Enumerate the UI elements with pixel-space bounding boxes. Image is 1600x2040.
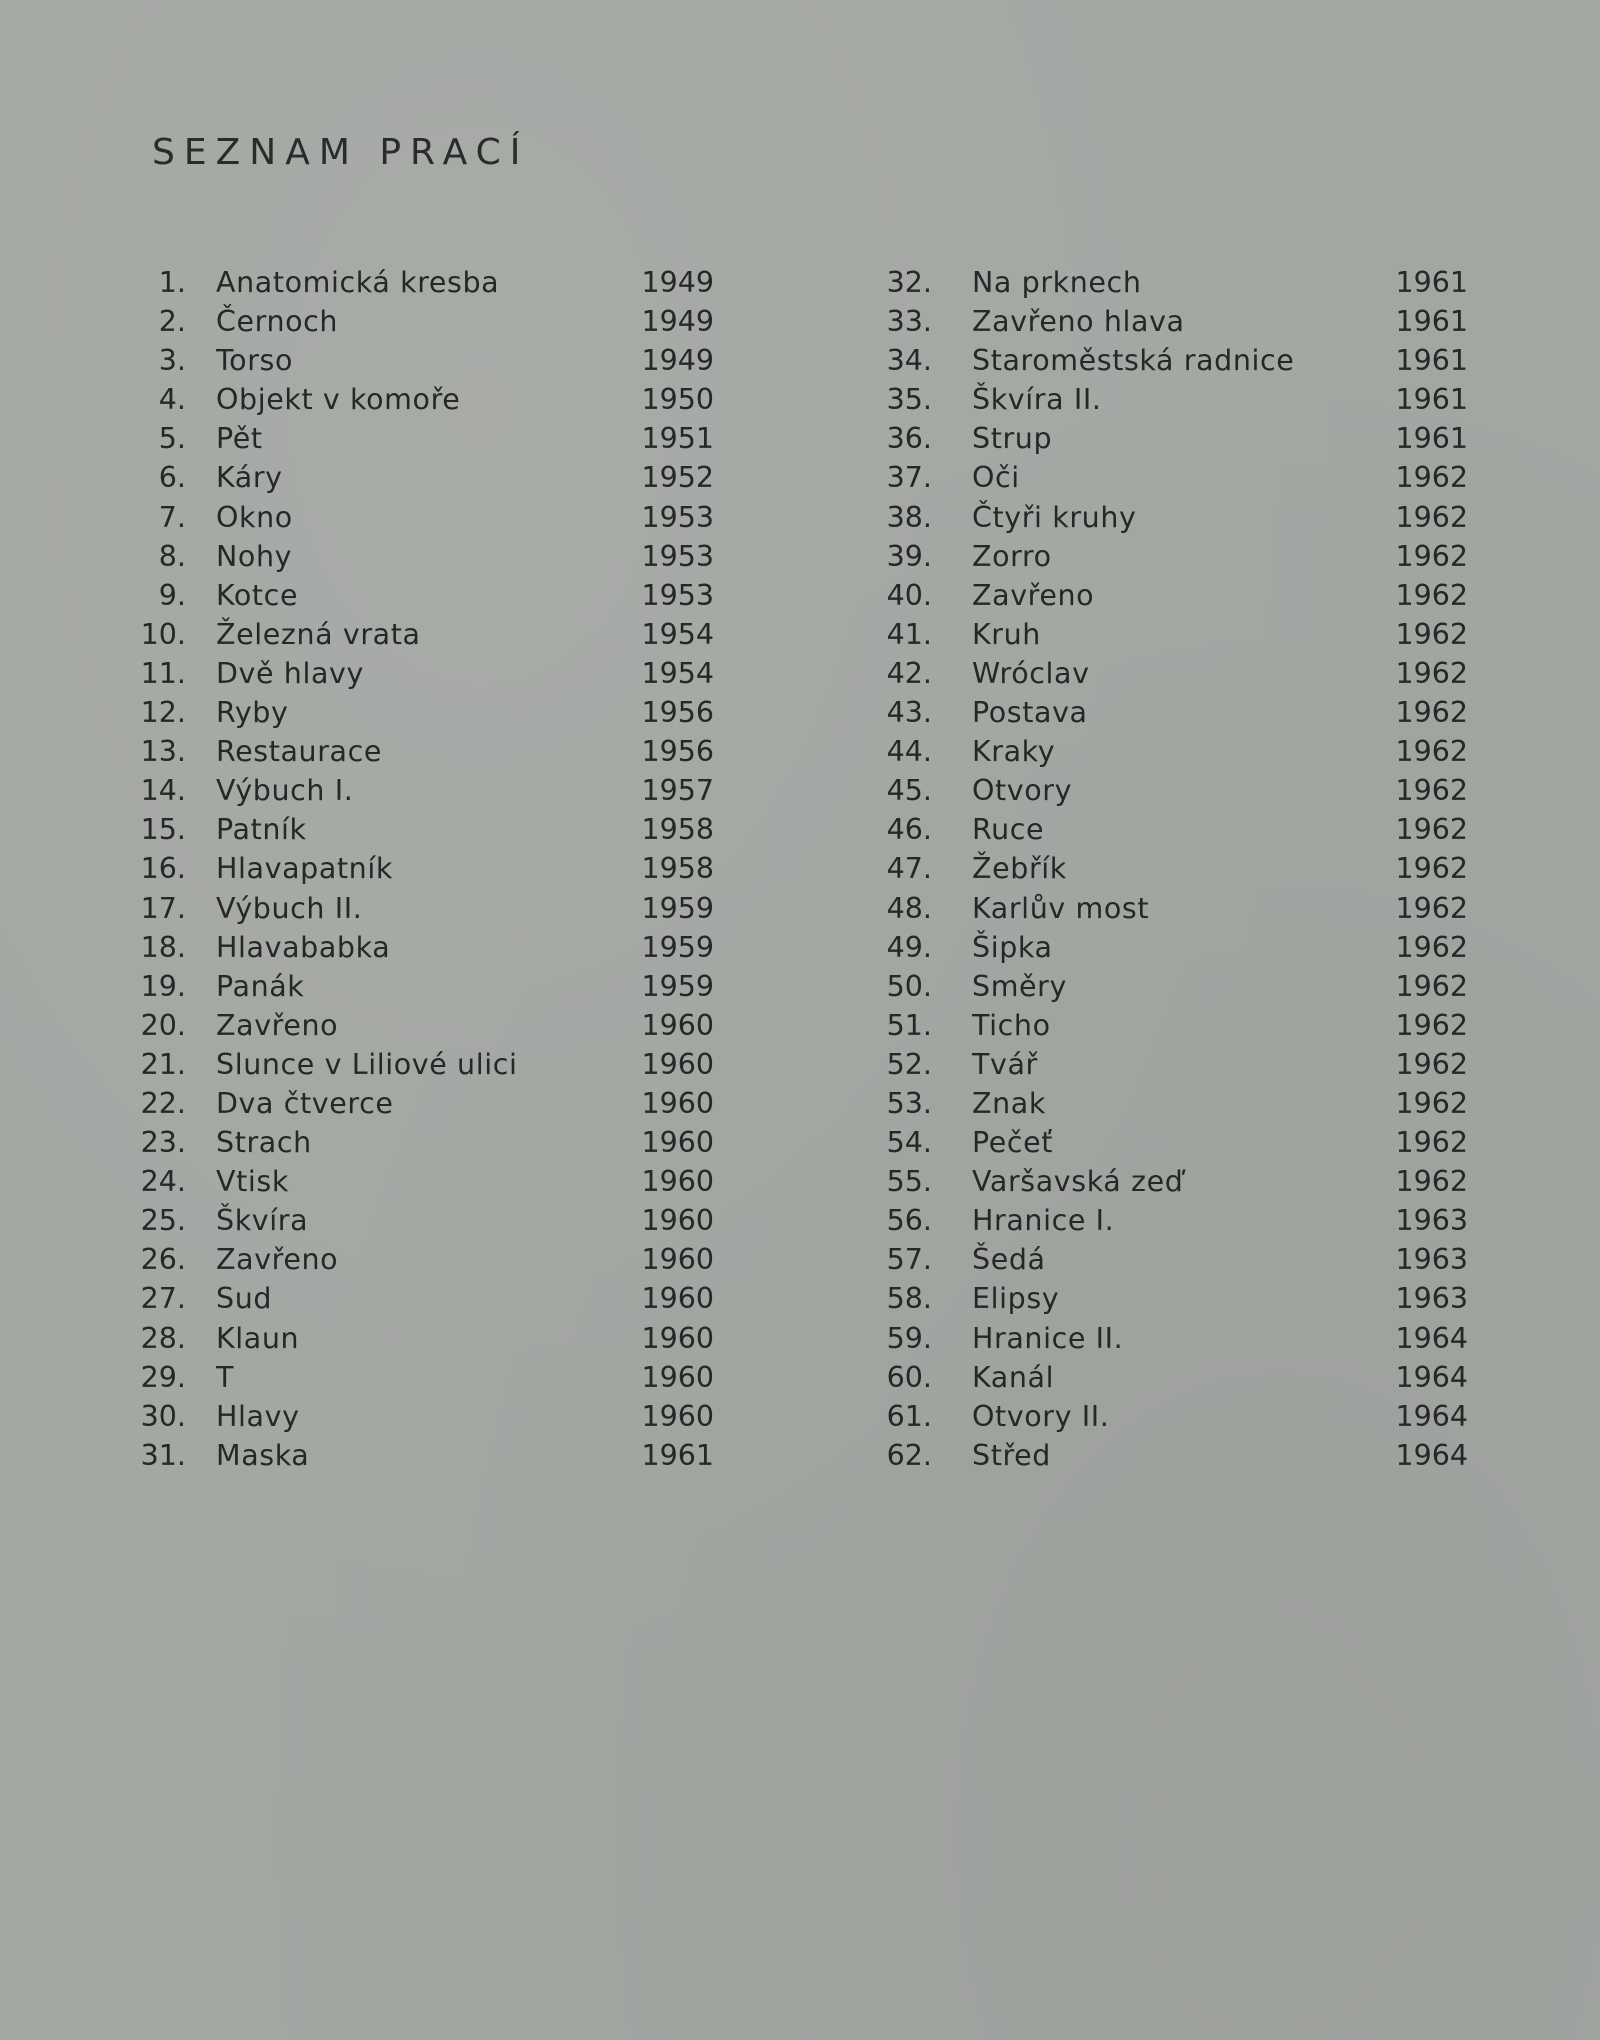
list-item [130, 1319, 730, 1358]
item-title: Hlavababka [216, 930, 391, 964]
item-number: 19. [140, 969, 186, 1003]
item-year: 1962 [1395, 461, 1468, 495]
item-number: 13. [140, 735, 186, 769]
item-year: 1958 [641, 852, 714, 886]
item-year: 1953 [641, 500, 714, 534]
item-title: Torso [216, 344, 294, 378]
item-title: Klaun [216, 1321, 300, 1355]
item-number: 31. [140, 1438, 186, 1472]
item-title: Oči [972, 461, 1020, 495]
list-item [130, 889, 730, 928]
item-title: Varšavská zeď [972, 1165, 1184, 1199]
item-year: 1961 [1395, 383, 1468, 417]
item-number: 38. [886, 500, 932, 534]
item-year: 1953 [641, 578, 714, 612]
list-item [876, 1123, 1476, 1162]
item-title: Okno [216, 500, 293, 534]
item-number: 36. [886, 422, 932, 456]
list-item [876, 693, 1476, 732]
list-item [130, 771, 730, 810]
item-title: Karlův most [972, 891, 1150, 925]
item-year: 1960 [641, 1282, 714, 1316]
item-number: 42. [886, 656, 932, 690]
item-title: Zavřeno hlava [972, 305, 1185, 339]
item-title: Objekt v komoře [216, 383, 461, 417]
item-title: Ruce [972, 813, 1045, 847]
item-title: Směry [972, 969, 1067, 1003]
list-item [130, 576, 730, 615]
list-item [876, 771, 1476, 810]
list-item [876, 1436, 1476, 1475]
item-number: 1. [158, 266, 186, 299]
list-item [130, 615, 730, 654]
item-number: 27. [140, 1282, 186, 1316]
item-year: 1960 [641, 1243, 714, 1277]
item-title: Staroměstská radnice [972, 344, 1295, 378]
list-item [130, 810, 730, 849]
item-year: 1964 [1395, 1360, 1468, 1394]
item-title: Hlavapatník [216, 852, 393, 886]
item-number: 34. [886, 344, 932, 378]
item-number: 14. [140, 774, 186, 808]
item-year: 1961 [1395, 266, 1468, 299]
item-number: 46. [886, 813, 932, 847]
item-number: 29. [140, 1360, 186, 1394]
item-number: 59. [886, 1321, 932, 1355]
list-item [130, 849, 730, 888]
item-year: 1962 [1395, 891, 1468, 925]
item-year: 1959 [641, 930, 714, 964]
item-year: 1954 [641, 617, 714, 651]
item-year: 1960 [641, 1047, 714, 1081]
item-number: 55. [886, 1165, 932, 1199]
item-year: 1959 [641, 891, 714, 925]
item-title: Střed [972, 1438, 1051, 1472]
item-number: 28. [140, 1321, 186, 1355]
item-number: 37. [886, 461, 932, 495]
item-title: Strup [972, 422, 1053, 456]
list-item [130, 498, 730, 537]
item-year: 1960 [641, 1360, 714, 1394]
item-year: 1949 [641, 305, 714, 339]
list-item [876, 1358, 1476, 1397]
item-year: 1962 [1395, 539, 1468, 573]
item-title: Postava [972, 696, 1088, 730]
item-title: Otvory II. [972, 1399, 1110, 1433]
item-number: 10. [140, 617, 186, 651]
item-number: 6. [158, 461, 186, 495]
item-title: Patník [216, 813, 307, 847]
item-number: 33. [886, 305, 932, 339]
item-title: Hranice II. [972, 1321, 1124, 1355]
list-item [876, 1240, 1476, 1279]
item-year: 1962 [1395, 969, 1468, 1003]
item-title: Ticho [972, 1008, 1051, 1042]
list-item [876, 576, 1476, 615]
item-year: 1950 [641, 383, 714, 417]
item-number: 30. [140, 1399, 186, 1433]
item-year: 1960 [641, 1086, 714, 1120]
list-item [130, 1436, 730, 1475]
item-title: Kotce [216, 578, 299, 612]
list-item [876, 380, 1476, 419]
item-title: Kraky [972, 735, 1056, 769]
item-year: 1961 [1395, 422, 1468, 456]
item-year: 1962 [1395, 500, 1468, 534]
item-number: 56. [886, 1204, 932, 1238]
item-title: Znak [972, 1086, 1046, 1120]
list-item [876, 302, 1476, 341]
item-year: 1949 [641, 344, 714, 378]
item-title: Na prknech [972, 266, 1142, 299]
item-title: Otvory [972, 774, 1073, 808]
item-number: 4. [158, 383, 186, 417]
item-year: 1964 [1395, 1321, 1468, 1355]
item-title: Káry [216, 461, 283, 495]
item-title: Kanál [972, 1360, 1055, 1394]
item-title: Vtisk [216, 1165, 289, 1199]
list-item [130, 1006, 730, 1045]
item-year: 1961 [641, 1438, 714, 1472]
item-year: 1958 [641, 813, 714, 847]
item-title: Restaurace [216, 735, 382, 769]
item-number: 43. [886, 696, 932, 730]
list-item [130, 1162, 730, 1201]
item-title: Hranice I. [972, 1204, 1115, 1238]
list-item [876, 1162, 1476, 1201]
list-item [876, 1084, 1476, 1123]
item-title: Dvě hlavy [216, 656, 364, 690]
item-title: Nohy [216, 539, 293, 573]
item-year: 1963 [1395, 1204, 1468, 1238]
item-year: 1960 [641, 1204, 714, 1238]
item-title: Škvíra II. [972, 383, 1102, 417]
item-title: Pět [216, 422, 263, 456]
item-number: 40. [886, 578, 932, 612]
list-item [876, 810, 1476, 849]
list-item [876, 263, 1476, 302]
list-item [130, 1358, 730, 1397]
item-year: 1960 [641, 1321, 714, 1355]
list-item [130, 380, 730, 419]
item-number: 35. [886, 383, 932, 417]
list-item [130, 1279, 730, 1318]
list-item [130, 419, 730, 458]
list-item [130, 1123, 730, 1162]
item-number: 62. [886, 1438, 932, 1472]
item-year: 1960 [641, 1165, 714, 1199]
item-title: Výbuch II. [216, 891, 363, 925]
item-title: Maska [216, 1438, 310, 1472]
item-title: Šedá [972, 1243, 1046, 1277]
item-year: 1960 [641, 1399, 714, 1433]
item-number: 61. [886, 1399, 932, 1433]
item-year: 1962 [1395, 1126, 1468, 1160]
list-item [876, 967, 1476, 1006]
item-title: Výbuch I. [216, 774, 354, 808]
item-number: 24. [140, 1165, 186, 1199]
item-number: 20. [140, 1008, 186, 1042]
item-number: 26. [140, 1243, 186, 1277]
item-year: 1962 [1395, 930, 1468, 964]
item-title: Zavřeno [216, 1243, 339, 1277]
item-title: Železná vrata [216, 617, 421, 651]
list-item [130, 732, 730, 771]
item-number: 45. [886, 774, 932, 808]
item-number: 3. [158, 344, 186, 378]
list-item [130, 263, 730, 302]
item-number: 21. [140, 1047, 186, 1081]
item-title: Pečeť [972, 1126, 1054, 1160]
item-number: 5. [158, 422, 186, 456]
item-number: 32. [886, 266, 932, 299]
list-item [130, 537, 730, 576]
item-year: 1962 [1395, 656, 1468, 690]
item-year: 1963 [1395, 1243, 1468, 1277]
item-number: 47. [886, 852, 932, 886]
item-title: Strach [216, 1126, 312, 1160]
list-item [876, 615, 1476, 654]
item-title: Tvář [972, 1047, 1038, 1081]
item-title: Šipka [972, 930, 1053, 964]
item-number: 49. [886, 930, 932, 964]
item-year: 1963 [1395, 1282, 1468, 1316]
list-item [876, 928, 1476, 967]
list-item [130, 967, 730, 1006]
item-title: Zavřeno [216, 1008, 339, 1042]
item-year: 1949 [641, 266, 714, 299]
item-title: Kruh [972, 617, 1041, 651]
item-year: 1952 [641, 461, 714, 495]
item-year: 1956 [641, 735, 714, 769]
item-title: Ryby [216, 696, 289, 730]
item-year: 1964 [1395, 1399, 1468, 1433]
item-title: Slunce v Liliové ulici [216, 1047, 518, 1081]
item-year: 1961 [1395, 305, 1468, 339]
item-year: 1962 [1395, 735, 1468, 769]
item-year: 1962 [1395, 852, 1468, 886]
item-year: 1956 [641, 696, 714, 730]
list-item [876, 849, 1476, 888]
item-number: 8. [158, 539, 186, 573]
item-year: 1962 [1395, 617, 1468, 651]
item-year: 1962 [1395, 774, 1468, 808]
list-item [876, 1397, 1476, 1436]
list-item [130, 341, 730, 380]
list-item [130, 928, 730, 967]
list-item [876, 654, 1476, 693]
item-title: Sud [216, 1282, 273, 1316]
item-number: 18. [140, 930, 186, 964]
item-number: 17. [140, 891, 186, 925]
item-title: Anatomická kresba [216, 266, 500, 299]
item-year: 1954 [641, 656, 714, 690]
list-item [130, 1084, 730, 1123]
item-number: 50. [886, 969, 932, 1003]
item-number: 2. [158, 305, 186, 339]
list-item [130, 458, 730, 497]
item-title: Zorro [972, 539, 1052, 573]
list-item [876, 1319, 1476, 1358]
item-year: 1953 [641, 539, 714, 573]
item-number: 25. [140, 1204, 186, 1238]
list-item [876, 732, 1476, 771]
list-item [876, 1201, 1476, 1240]
item-number: 41. [886, 617, 932, 651]
list-item [876, 419, 1476, 458]
item-year: 1962 [1395, 578, 1468, 612]
item-number: 15. [140, 813, 186, 847]
item-title: Dva čtverce [216, 1086, 394, 1120]
item-year: 1962 [1395, 1086, 1468, 1120]
item-number: 51. [886, 1008, 932, 1042]
list-item [130, 693, 730, 732]
list-item [876, 1045, 1476, 1084]
list-item [876, 537, 1476, 576]
list-item [876, 1279, 1476, 1318]
item-title: Čtyři kruhy [972, 500, 1137, 534]
item-title: Zavřeno [972, 578, 1095, 612]
item-year: 1962 [1395, 696, 1468, 730]
item-number: 16. [140, 852, 186, 886]
item-title: Hlavy [216, 1399, 300, 1433]
item-title: Škvíra [216, 1204, 309, 1238]
item-number: 9. [158, 578, 186, 612]
list-item [876, 458, 1476, 497]
item-year: 1957 [641, 774, 714, 808]
item-year: 1951 [641, 422, 714, 456]
list-item [876, 498, 1476, 537]
page-title: SEZNAM PRACÍ [152, 132, 530, 173]
item-number: 54. [886, 1126, 932, 1160]
item-title: T [216, 1360, 235, 1394]
works-list-left-column [130, 263, 730, 1475]
item-number: 39. [886, 539, 932, 573]
item-year: 1964 [1395, 1438, 1468, 1472]
item-title: Elipsy [972, 1282, 1060, 1316]
item-year: 1960 [641, 1008, 714, 1042]
item-number: 57. [886, 1243, 932, 1277]
item-number: 58. [886, 1282, 932, 1316]
item-number: 7. [158, 500, 186, 534]
list-item [876, 889, 1476, 928]
item-year: 1960 [641, 1126, 714, 1160]
list-item [130, 654, 730, 693]
item-title: Žebřík [972, 852, 1067, 886]
item-number: 48. [886, 891, 932, 925]
item-number: 23. [140, 1126, 186, 1160]
list-item [130, 1045, 730, 1084]
item-number: 44. [886, 735, 932, 769]
item-year: 1962 [1395, 1047, 1468, 1081]
list-item [130, 1240, 730, 1279]
works-list-right-column [876, 263, 1476, 1475]
item-year: 1962 [1395, 1008, 1468, 1042]
list-item [130, 1201, 730, 1240]
item-title: Wróclav [972, 656, 1090, 690]
list-item [130, 1397, 730, 1436]
item-year: 1959 [641, 969, 714, 1003]
item-year: 1962 [1395, 813, 1468, 847]
item-year: 1961 [1395, 344, 1468, 378]
item-number: 22. [140, 1086, 186, 1120]
item-number: 52. [886, 1047, 932, 1081]
list-item [130, 302, 730, 341]
item-number: 11. [140, 656, 186, 690]
list-item [876, 1006, 1476, 1045]
item-number: 60. [886, 1360, 932, 1394]
list-item [876, 341, 1476, 380]
item-title: Panák [216, 969, 305, 1003]
item-number: 53. [886, 1086, 932, 1120]
item-title: Černoch [216, 305, 339, 339]
item-year: 1962 [1395, 1165, 1468, 1199]
item-number: 12. [140, 696, 186, 730]
